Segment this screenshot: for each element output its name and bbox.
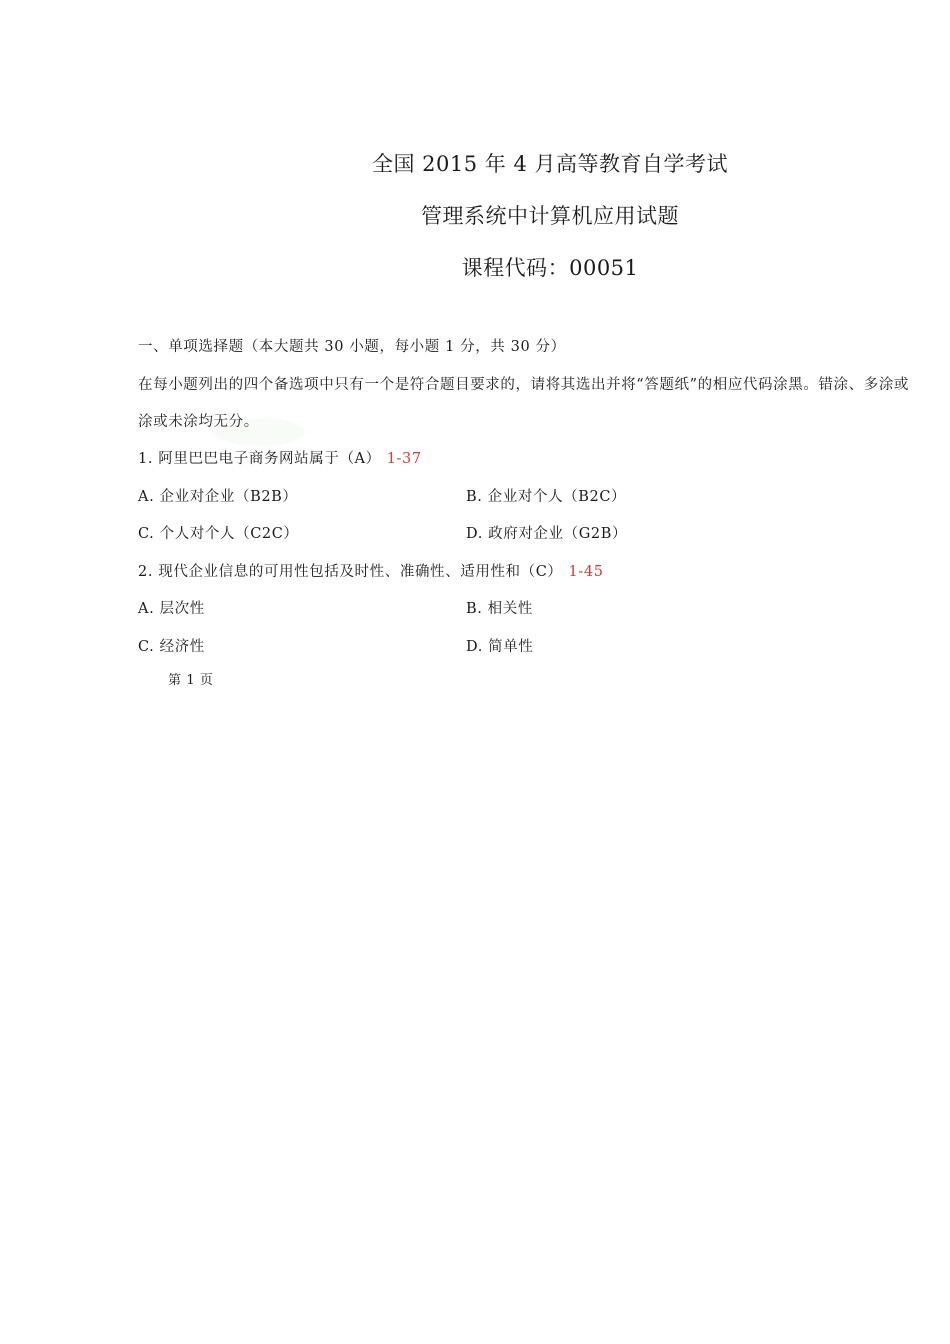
question-2-option-c: C. 经济性 xyxy=(138,639,205,655)
section-heading: 一、单项选择题（本大题共 30 小题，每小题 1 分，共 30 分） xyxy=(138,339,566,355)
exam-title: 全国 2015 年 4 月高等教育自学考试 xyxy=(371,152,728,176)
question-1-stem xyxy=(138,447,422,468)
question-2-stem xyxy=(138,560,604,581)
question-1-option-b: B. 企业对个人（B2C） xyxy=(466,489,627,505)
question-2-option-a: A. 层次性 xyxy=(138,601,205,617)
section-instruction-line-2: 涂或未涂均无分。 xyxy=(138,414,259,430)
question-1-reference: 1-37 xyxy=(386,451,422,467)
page-number: 第 1 页 xyxy=(168,673,214,688)
question-2-reference: 1-45 xyxy=(568,564,604,580)
question-1-option-c: C. 个人对个人（C2C） xyxy=(138,526,299,542)
question-1-option-d: D. 政府对企业（G2B） xyxy=(466,526,628,542)
question-1-text: 1. 阿里巴巴电子商务网站属于（A） xyxy=(138,451,381,467)
section-instruction-line-1: 在每小题列出的四个备选项中只有一个是符合题目要求的，请将其选出并将“答题纸”的相应代码涂黑。错涂、多涂或 xyxy=(138,377,910,393)
question-2-text: 2. 现代企业信息的可用性包括及时性、准确性、适用性和（C） xyxy=(138,564,563,580)
question-2-option-d: D. 简单性 xyxy=(466,639,534,655)
course-code: 课程代码：00051 xyxy=(461,256,639,280)
question-1-option-a: A. 企业对企业（B2B） xyxy=(138,489,298,505)
subject-title: 管理系统中计算机应用试题 xyxy=(421,204,679,228)
question-2-option-b: B. 相关性 xyxy=(466,601,533,617)
